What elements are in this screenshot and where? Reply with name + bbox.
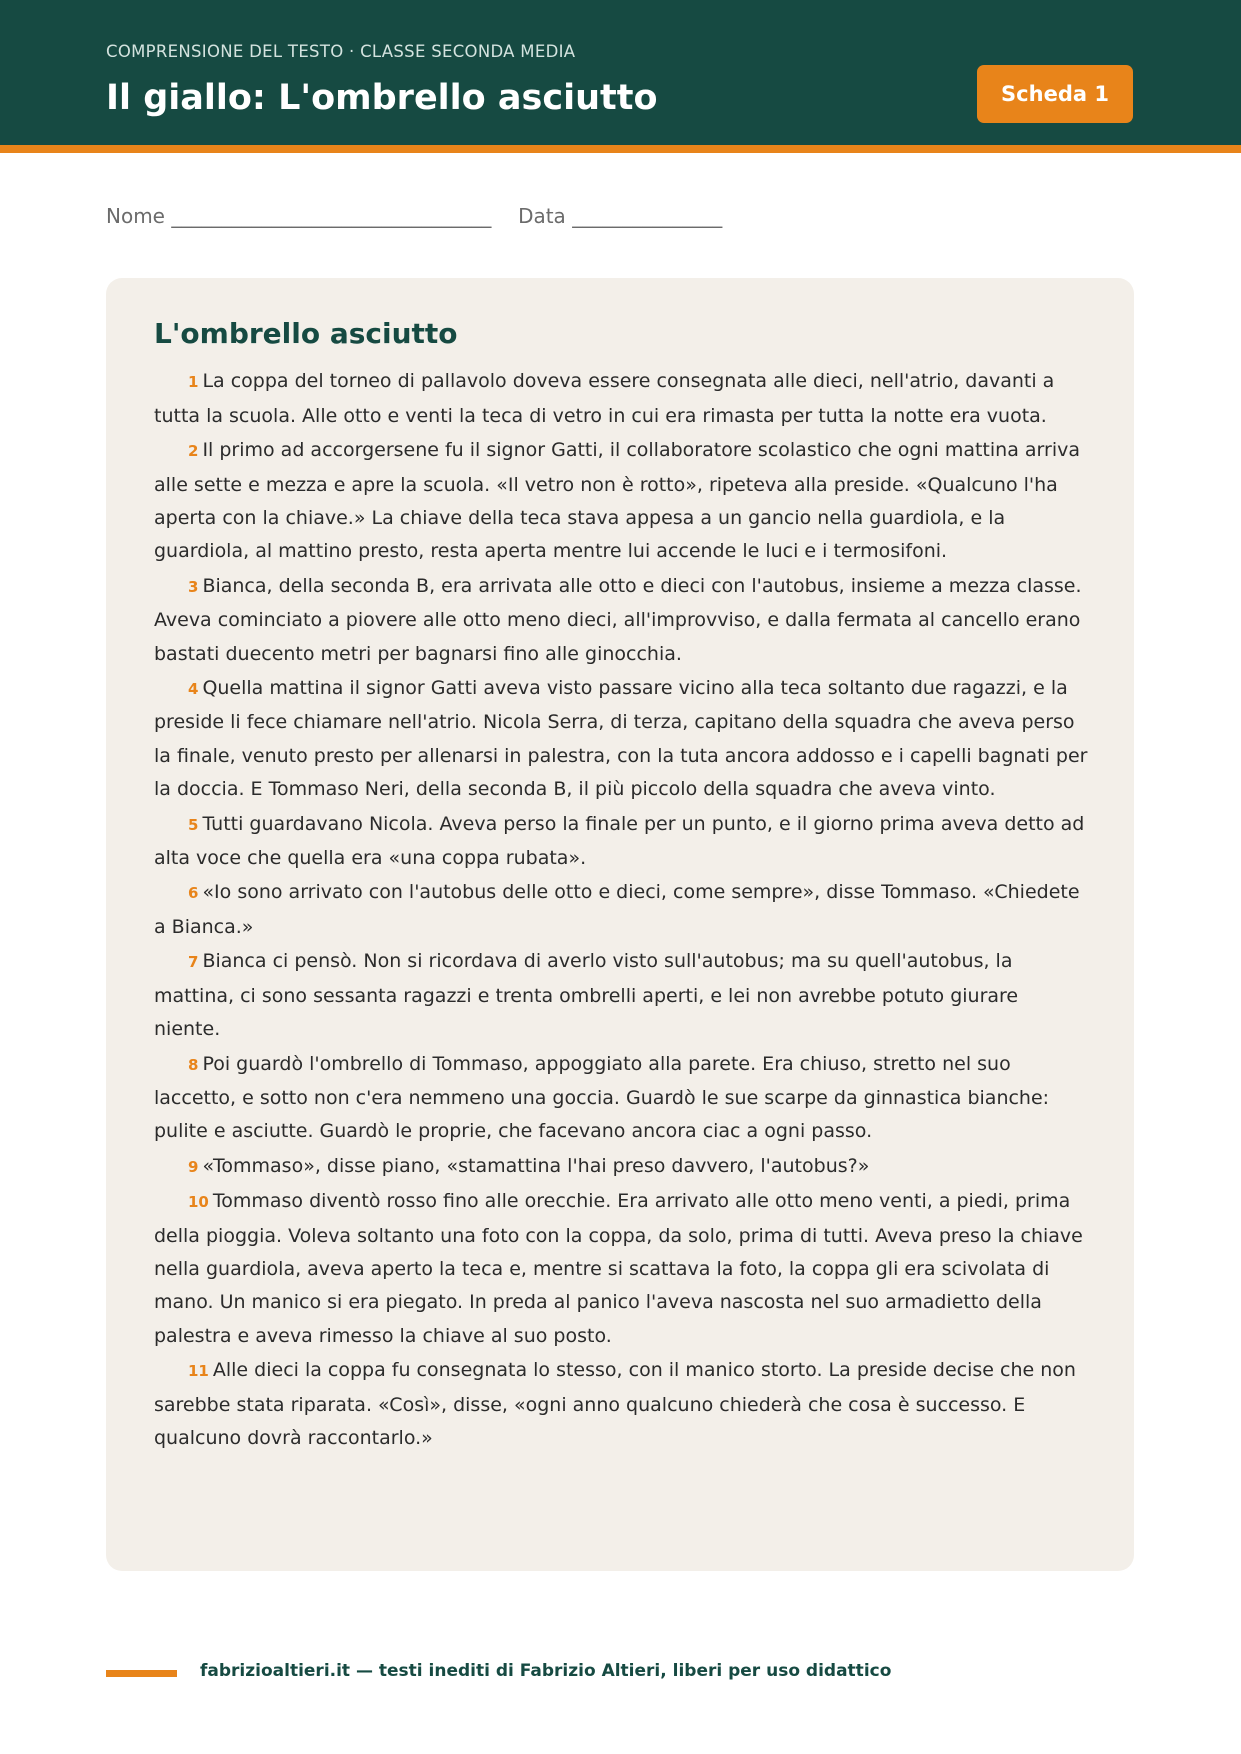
sheet-badge: Scheda 1 <box>977 65 1133 123</box>
story-paragraph <box>154 570 1088 671</box>
footer-accent-bar <box>106 1670 177 1677</box>
footer-credit: fabrizioaltieri.it — testi inediti di Fabrizio Altieri, liberi per uso didattico <box>200 1661 892 1681</box>
date-line[interactable]: _______________ <box>572 204 723 228</box>
paragraph-text: Bianca, della seconda B, era arrivata alle otto e dieci con l'autobus, insieme a mezza classe. Aveva cominciato a piovere alle otto meno dieci, all'improvviso, e dalla fermata al cancello erano bastati duecento metri per bagnarsi fino alle ginocchia. <box>154 574 1082 665</box>
story-paragraph <box>154 876 1088 944</box>
paragraph-number: 5 <box>188 815 199 834</box>
story-paragraph <box>154 1185 1088 1353</box>
paragraph-number: 11 <box>188 1362 209 1381</box>
student-fields <box>106 204 722 228</box>
name-line[interactable]: ________________________________ <box>171 204 492 228</box>
story-paragraphs <box>154 365 1088 1455</box>
paragraph-text: «Tommaso», disse piano, «stamattina l'hai preso davvero, l'autobus?» <box>202 1154 870 1177</box>
story-paragraph <box>154 945 1088 1046</box>
paragraph-number: 10 <box>188 1193 209 1212</box>
worksheet-kicker: COMPRENSIONE DEL TESTO · CLASSE SECONDA MEDIA <box>106 42 576 61</box>
date-label: Data <box>518 204 566 228</box>
header-banner <box>0 0 1241 153</box>
paragraph-number: 2 <box>188 442 199 461</box>
paragraph-text: Quella mattina il signor Gatti aveva visto passare vicino alla teca soltanto due ragazzi, e la preside li fece chiamare nell'atrio. Nicola Serra, di terza, capitano della squadra che aveva perso la finale, venuto presto per allenarsi in palestra, con la tuta ancora addosso e i capelli bagnati per la doccia. E Tommaso Neri, della seconda B, il più piccolo della squadra che aveva vinto. <box>154 677 1088 801</box>
story-paragraph <box>154 434 1088 569</box>
story-paragraph <box>154 1048 1088 1149</box>
name-label: Nome <box>106 204 165 228</box>
paragraph-number: 4 <box>188 680 199 699</box>
story-paragraph <box>154 808 1088 876</box>
paragraph-number: 6 <box>188 884 199 903</box>
story-card <box>106 278 1134 1571</box>
story-title: L'ombrello asciutto <box>154 317 458 350</box>
story-paragraph <box>154 672 1088 807</box>
paragraph-text: Poi guardò l'ombrello di Tommaso, appoggiato alla parete. Era chiuso, stretto nel suo laccetto, e sotto non c'era nemmeno una goccia. Guardò le sue scarpe da ginnastica bianche: pulite e asciutte. Guardò le proprie, che facevano ancora ciac a ogni passo. <box>154 1052 1050 1143</box>
paragraph-number: 8 <box>188 1055 199 1074</box>
paragraph-text: Tutti guardavano Nicola. Aveva perso la finale per un punto, e il giorno prima aveva detto ad alta voce che quella era «una coppa rubata». <box>154 812 1085 870</box>
paragraph-number: 3 <box>188 577 199 596</box>
story-paragraph <box>154 1354 1088 1455</box>
story-paragraph <box>154 365 1088 433</box>
paragraph-text: Tommaso diventò rosso fino alle orecchie. Era arrivato alle otto meno venti, a piedi, prima della pioggia. Voleva soltanto una foto con la coppa, da solo, prima di tutti. Aveva preso la chiave nella guardiola, aveva aperto la teca e, mentre si scattava la foto, la coppa gli era scivolata di mano. Un manico si era piegato. In preda al panico l'aveva nascosta nel suo armadietto della palestra e aveva rimesso la chiave al suo posto. <box>154 1190 1083 1347</box>
paragraph-text: «Io sono arrivato con l'autobus delle otto e dieci, come sempre», disse Tommaso. «Chiedete a Bianca.» <box>154 881 1080 938</box>
paragraph-text: Il primo ad accorgersene fu il signor Gatti, il collaboratore scolastico che ogni mattina arriva alle sette e mezza e apre la scuola. «Il vetro non è rotto», ripeteva alla preside. «Qualcuno l'ha aperta con la chiave.» La chiave della teca stava appesa a un gancio nella guardiola, e la guardiola, al mattino presto, resta aperta mentre lui accende le luci e i termosifoni. <box>154 439 1080 563</box>
paragraph-number: 1 <box>188 373 199 392</box>
paragraph-text: Alle dieci la coppa fu consegnata lo stesso, con il manico storto. La preside decise che non sarebbe stata riparata. «Così», disse, «ogni anno qualcuno chiederà che cosa è successo. E qualcuno dovrà raccontarlo.» <box>154 1359 1076 1449</box>
worksheet-title: Il giallo: L'ombrello asciutto <box>106 78 658 118</box>
paragraph-number: 7 <box>188 953 199 972</box>
story-paragraph <box>154 1150 1088 1184</box>
paragraph-text: Bianca ci pensò. Non si ricordava di averlo visto sull'autobus; ma su quell'autobus, la mattina, ci sono sessanta ragazzi e trenta ombrelli aperti, e lei non avrebbe potuto giurare niente. <box>154 950 1019 1041</box>
paragraph-text: La coppa del torneo di pallavolo doveva essere consegnata alle dieci, nell'atrio, davanti a tutta la scuola. Alle otto e venti la teca di vetro in cui era rimasta per tutta la notte era vuota. <box>154 370 1055 427</box>
paragraph-number: 9 <box>188 1157 199 1176</box>
